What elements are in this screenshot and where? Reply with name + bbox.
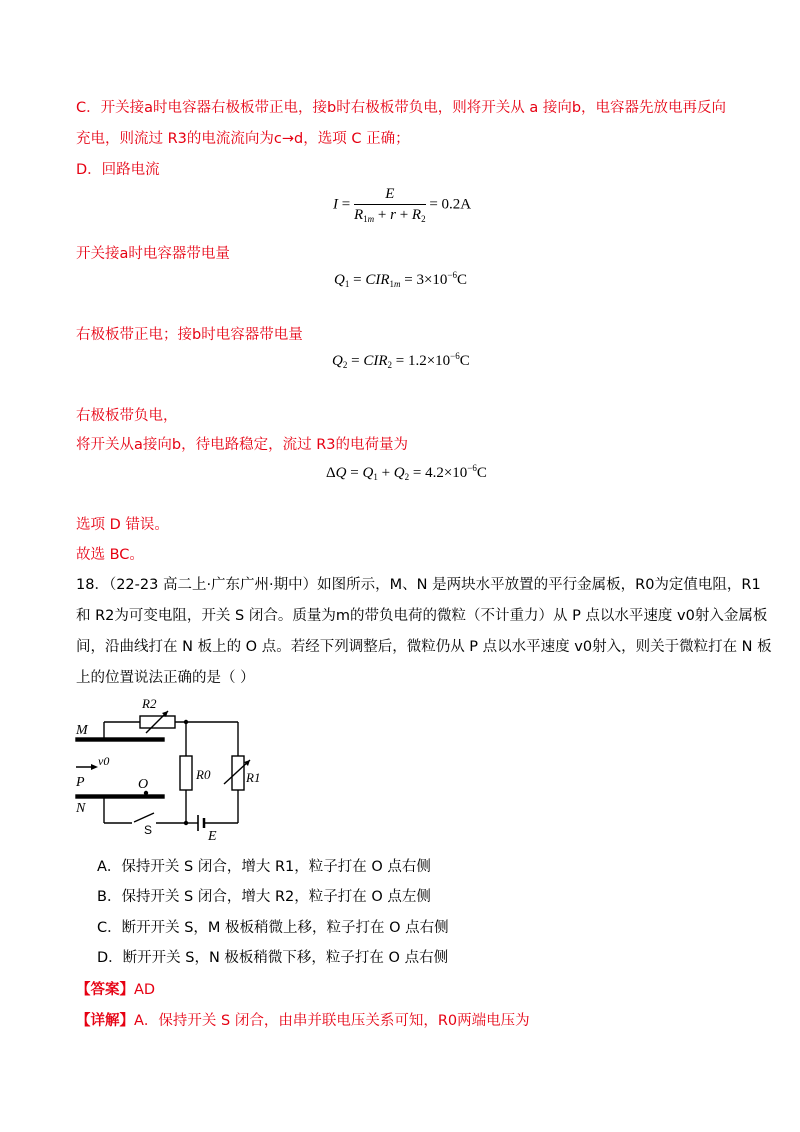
circuit-diagram <box>70 694 270 844</box>
label-v0: v0 <box>98 754 110 768</box>
label-n: N <box>76 801 86 816</box>
label-p: P <box>76 775 85 790</box>
option-b: B．保持开关 S 闭合，增大 R2，粒子打在 O 点左侧 <box>97 889 431 905</box>
answer-line <box>76 980 155 1000</box>
text-line-b-charge: 右极板带正电；接b时电容器带电量 <box>76 327 303 343</box>
text-line-choose: 故选 BC。 <box>76 547 144 563</box>
equation-q2: $Q_2 = CIR_2 = 1.2\times 10^{-6}C$ <box>332 351 470 370</box>
question-line-2: 和 R2为可变电阻，开关 S 闭合。质量为m的带负电荷的微粒（不计重力）从 P 点以水平速度 v0射入金属板 <box>76 608 768 624</box>
label-e: E <box>208 829 217 844</box>
plate-m <box>76 738 164 741</box>
text-line-a-charge: 开关接a时电容器带电量 <box>76 246 230 262</box>
option-c: C．断开开关 S，M 极板稍微上移，粒子打在 O 点右侧 <box>97 920 449 936</box>
label-m: M <box>76 723 88 738</box>
text-line-c1: C．开关接a时电容器右极板带正电，接b时右极板带负电，则将开关从 a 接向b，电容器先放电再反向 <box>76 100 727 116</box>
text-line-c2: 充电，则流过 R3的电流流向为c→d，选项 C 正确； <box>76 131 410 147</box>
label-o: O <box>138 777 149 792</box>
text-line-negative: 右极板带负电， <box>76 408 178 424</box>
switch-s <box>134 813 154 822</box>
question-line-3: 间，沿曲线打在 N 板上的 O 点。若经下列调整后，微粒仍从 P 点以水平速度 v0射入，则关于微粒打在 N 板 <box>76 639 772 655</box>
detail-line <box>76 1011 530 1031</box>
option-d: D．断开开关 S，N 极板稍微下移，粒子打在 O 点右侧 <box>97 950 449 966</box>
label-r2: R2 <box>142 696 157 711</box>
answer-tag: 【答案】 <box>76 982 134 998</box>
text-line-flow: 将开关从a接向b，待电路稳定，流过 R3的电荷量为 <box>76 437 408 453</box>
question-line-1: 18．（22-23 高二上·广东广州·期中）如图所示，M、N 是两块水平放置的平行金属板，R0为定值电阻，R1 <box>76 577 761 593</box>
resistor-r0 <box>180 756 192 790</box>
detail-tag: 【详解】 <box>76 1013 134 1029</box>
option-a: A．保持开关 S 闭合，增大 R1，粒子打在 O 点右侧 <box>97 859 431 875</box>
label-r1: R1 <box>246 770 261 785</box>
text-line-d-wrong: 选项 D 错误。 <box>76 517 169 533</box>
resistor-r1 <box>232 756 244 790</box>
equation-q1: $Q_1 = CIR_{1m} = 3\times 10^{-6}C$ <box>334 270 467 289</box>
question-line-4: 上的位置说法正确的是（ ） <box>76 670 255 686</box>
equation-current: I = $\frac{E}{R_{1m} + r + R_2}$ = 0.2A <box>333 186 472 224</box>
label-r0: R0 <box>196 767 211 782</box>
answer-value: AD <box>134 982 156 998</box>
label-s: S <box>144 823 153 837</box>
equation-delta-q: $\Delta Q = Q_1 + Q_2 = 4.2\times 10^{-6}C$ <box>326 463 487 482</box>
text-line-d: D．回路电流 <box>76 162 160 178</box>
detail-text: A．保持开关 S 闭合，由串并联电压关系可知，R0两端电压为 <box>134 1013 530 1029</box>
plate-n <box>76 795 164 798</box>
